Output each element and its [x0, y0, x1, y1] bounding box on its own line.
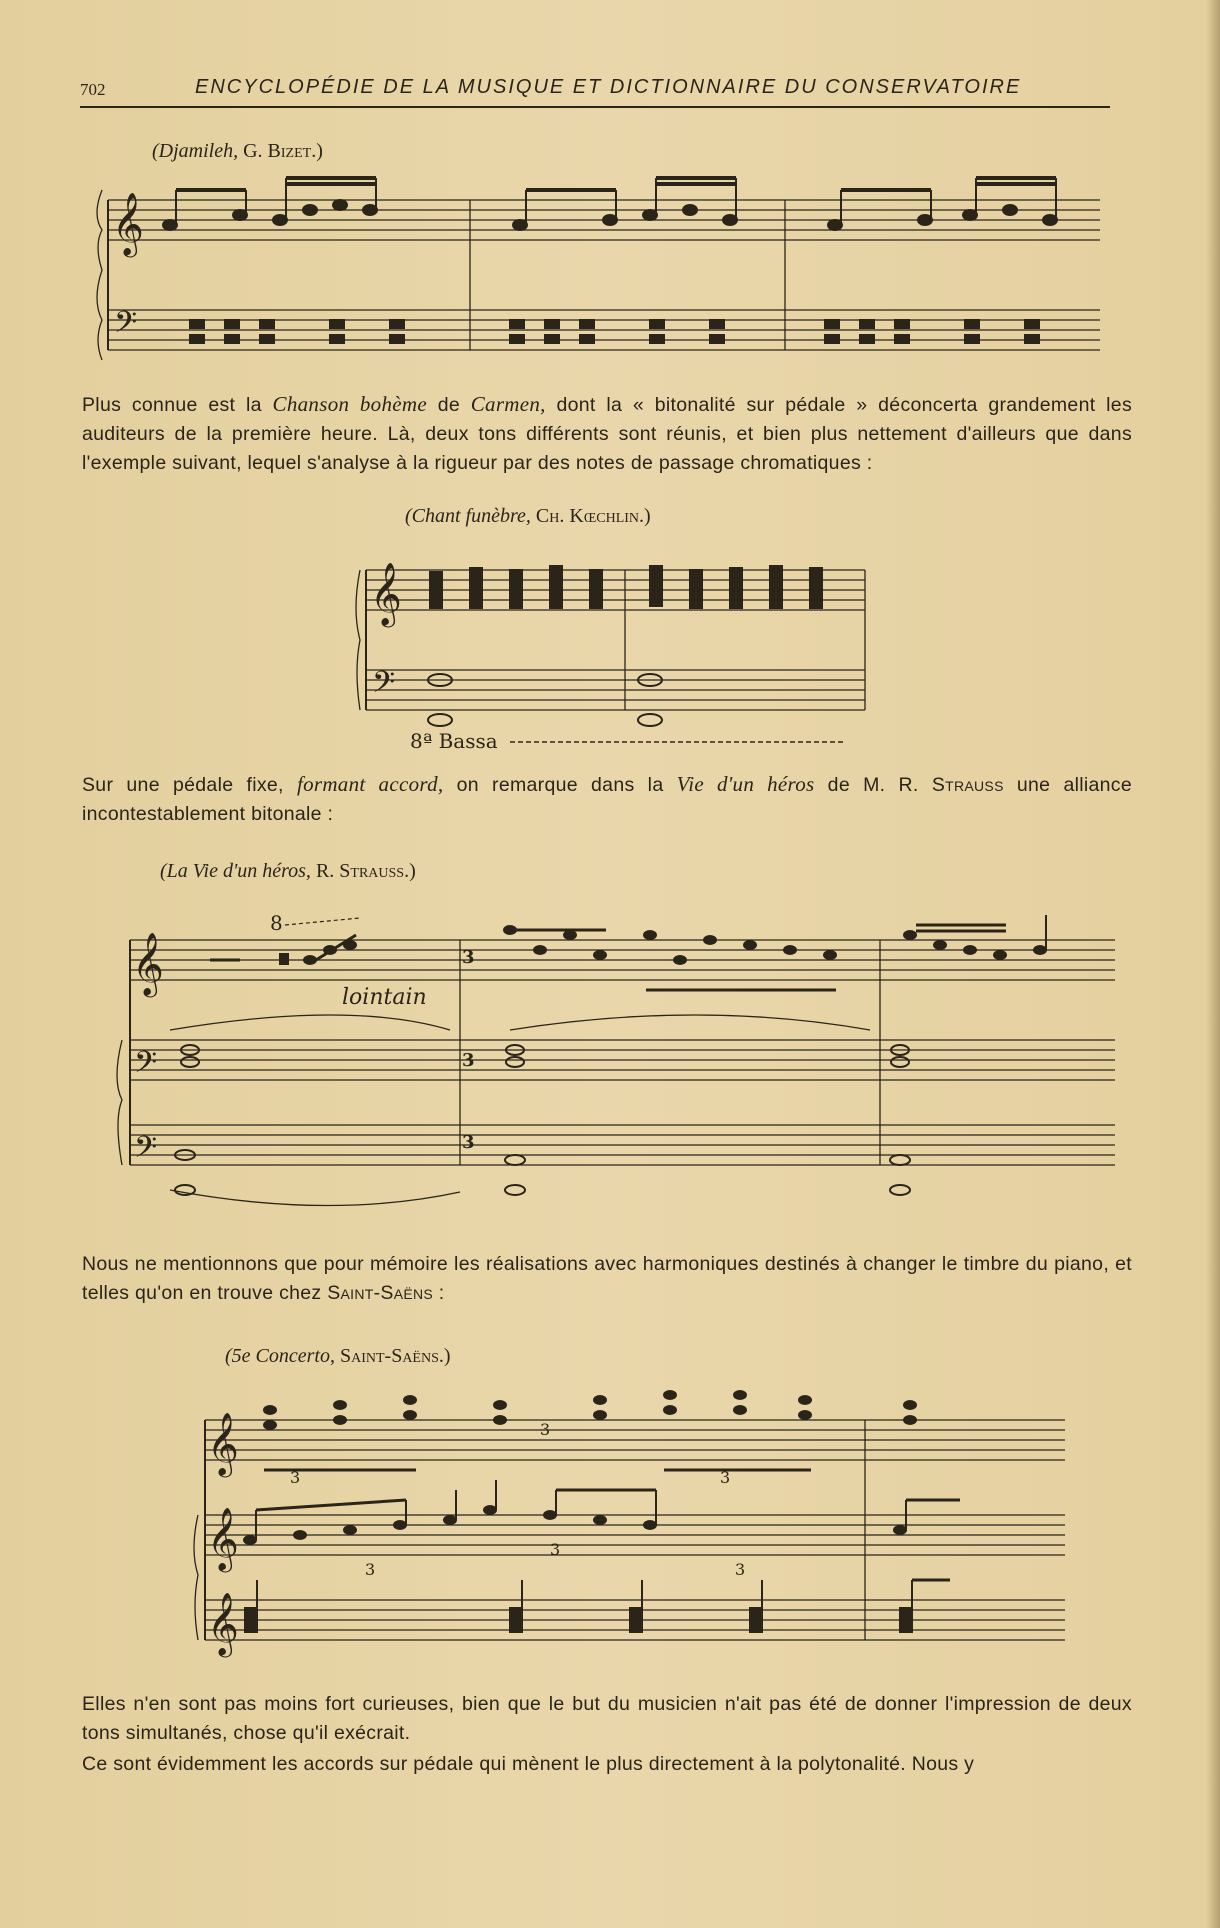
bass-clef: 𝄢	[372, 666, 396, 707]
journal-title: ENCYCLOPÉDIE DE LA MUSIQUE ET DICTIONNAIRE DU CONSERVATOIRE	[195, 76, 1022, 98]
triplet-mark-mid3: 3	[735, 1560, 746, 1579]
example3-caption	[160, 860, 416, 883]
example2-work: (Chant funèbre,	[405, 505, 531, 527]
example4-caption	[225, 1345, 451, 1368]
treble-clef: 𝄞	[370, 562, 402, 625]
paragraph4-line1: Elles n'en sont pas moins fort curieuses, bien que le but du musicien n'ait pas été de donner l'impression de deux tons simultanés, chose qu'il exécrait.	[82, 1693, 1132, 1744]
bass-clef: 𝄢	[114, 306, 138, 347]
treble-clef-bottom: 𝄞	[207, 1592, 239, 1655]
brace-symbol	[194, 1515, 198, 1640]
paragraph1-em2: Carmen,	[470, 392, 546, 416]
paragraph3-composer: Saint-Saëns	[327, 1282, 434, 1304]
paragraph2-composer: Strauss	[931, 774, 1004, 796]
bass-staff	[108, 310, 1100, 350]
brace-symbol	[97, 190, 102, 360]
treble-clef-top: 𝄞	[207, 1412, 239, 1475]
bass-clef-lower: 𝄢	[134, 1131, 158, 1172]
triplet-mark-top: 3	[290, 1468, 301, 1487]
example2-composer: Ch. Kœchlin.)	[535, 505, 651, 527]
triplet-mark-mid2: 3	[550, 1540, 561, 1559]
brace-symbol	[356, 570, 360, 710]
example3-composer: R. Strauss.)	[315, 860, 416, 882]
example4-composer: Saint-Saëns.)	[339, 1345, 451, 1367]
time-signature-middle: 3	[462, 1050, 475, 1071]
example1-score	[90, 170, 1110, 370]
example1-composer: G. Bizet.)	[243, 140, 323, 162]
paragraph2-text-a: Sur une pédale fixe,	[82, 774, 297, 796]
paragraph1-text-b: de	[426, 394, 471, 416]
paragraph3-text-a: Nous ne mentionnons que pour mémoire les réalisations avec harmoniques destinés à changer le timbre du piano, et telles qu'on en trouve chez	[82, 1253, 1132, 1304]
paragraph2-em2: Vie d'un héros	[676, 772, 815, 796]
example1-work: (Djamileh,	[152, 140, 239, 162]
example2-caption	[405, 505, 651, 528]
example2-chords	[430, 566, 822, 608]
brace-symbol	[117, 1040, 122, 1165]
treble-clef-middle: 𝄞	[207, 1507, 239, 1570]
paragraph2-text-d: une alliance incontestablement bitonale :	[82, 774, 1132, 825]
paragraph3-text-b: :	[433, 1282, 445, 1304]
page-number: 702	[80, 80, 106, 99]
example4-score	[190, 1380, 1070, 1660]
example3-score	[110, 890, 1120, 1220]
triplet-mark-top2: 3	[540, 1420, 551, 1439]
page-edge-shadow	[1206, 0, 1220, 1928]
paragraph2	[82, 770, 1132, 829]
time-signature-bottom: 3	[462, 1132, 475, 1153]
paragraph3	[82, 1250, 1132, 1308]
triplet-mark-mid: 3	[365, 1560, 376, 1579]
paragraph2-text-b: on remarque dans la	[443, 774, 677, 796]
paragraph1-text-c: dont la « bitonalité sur pédale » déconcerta grandement les auditeurs de la première heure. Là, deux tons différents sont réunis, et bien plus nettement d'ailleurs que dans l'exemple suivant, lequel s'analyse à la rigueur par des notes de passage chromatiques :	[82, 394, 1132, 474]
paragraph1-text-a: Plus connue est la	[82, 394, 273, 416]
paragraph2-em1: formant accord,	[296, 772, 444, 796]
paragraph4-line2: Ce sont évidemment les accords sur pédale qui mènent le plus directement à la polytonalité. Nous y	[82, 1753, 975, 1775]
example4-work: (5e Concerto,	[225, 1345, 335, 1367]
ottava-mark: 8	[270, 911, 283, 935]
paragraph1-em1: Chanson bohème	[272, 392, 427, 416]
example4-lower-chords	[245, 1580, 950, 1632]
example3-work: (La Vie d'un héros,	[160, 860, 311, 882]
ottava-bassa-label: 8ª Bassa	[410, 729, 498, 753]
example1-notes	[163, 178, 1057, 230]
paragraph1	[82, 390, 1132, 478]
example1-caption	[152, 140, 323, 163]
paragraph2-text-c: de M. R.	[814, 774, 932, 796]
treble-clef: 𝄞	[112, 192, 144, 255]
lointain-marking: lointain	[342, 985, 427, 1010]
bass-clef-upper: 𝄢	[134, 1046, 158, 1087]
time-signature-top: 3	[462, 947, 475, 968]
example3-upper-notes	[210, 915, 1046, 990]
running-head	[80, 72, 1110, 108]
treble-clef: 𝄞	[132, 932, 164, 995]
example3-sustained-chords	[175, 1045, 910, 1195]
example2-score	[350, 530, 870, 760]
triplet-mark-top3: 3	[720, 1468, 731, 1487]
